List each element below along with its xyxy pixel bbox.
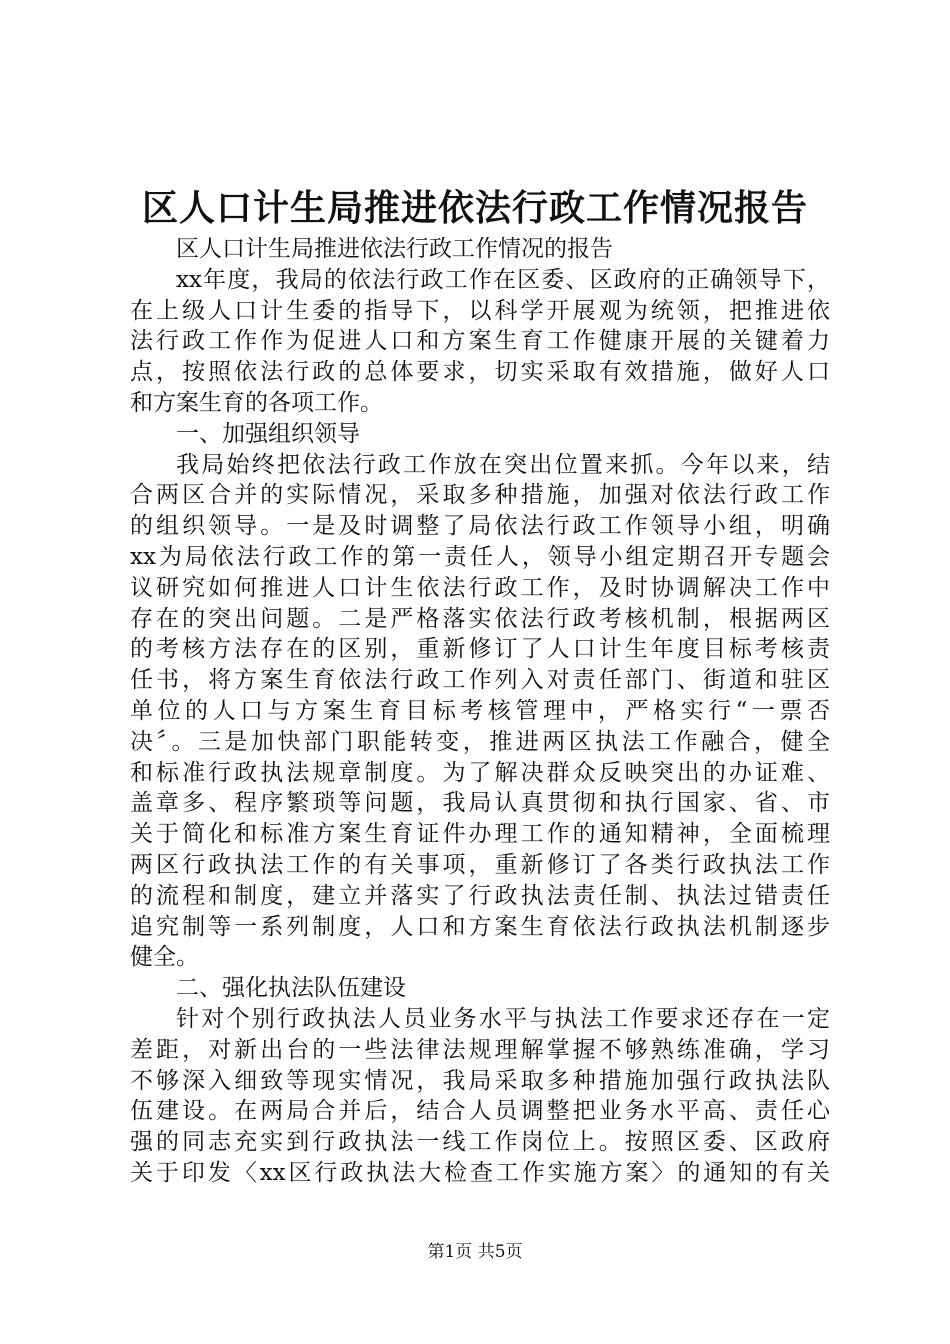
body-line: 和方案生育的各项工作。 [130, 389, 383, 416]
body-line: 关于简化和标准方案生育证件办理工作的通知精神，全面梳理 [130, 821, 830, 848]
section-heading: 二、强化执法队伍建设 [176, 975, 406, 1002]
document-body [130, 234, 830, 1189]
body-line: 追究制等一系列制度，人口和方案生育依法行政执法机制逐步 [130, 913, 830, 940]
body-line: 盖章多、程序繁琐等问题，我局认真贯彻和执行国家、省、市 [130, 790, 830, 817]
body-line: 决〞。三是加快部门职能转变，推进两区执法工作融合，健全 [130, 728, 830, 755]
body-line: 的考核方法存在的区别，重新修订了人口计生年度目标考核责 [130, 636, 830, 663]
body-line: 和标准行政执法规章制度。为了解决群众反映突出的办证难、 [130, 759, 830, 786]
body-line: xx为局依法行政工作的第一责任人，领导小组定期召开专题会 [130, 543, 830, 570]
body-line: 点，按照依法行政的总体要求，切实采取有效措施，做好人口 [130, 359, 830, 386]
body-line: 关于印发〈xx区行政执法大检查工作实施方案〉的通知的有关 [130, 1159, 830, 1186]
body-line: 任书，将方案生育依法行政工作列入对责任部门、街道和驻区 [130, 667, 830, 694]
section-heading: 一、加强组织领导 [176, 420, 360, 447]
body-line: 两区行政执法工作的有关事项，重新修订了各类行政执法工作 [130, 851, 830, 878]
body-line: 的组织领导。一是及时调整了局依法行政工作领导小组，明确 [130, 513, 830, 540]
body-line: 差距，对新出台的一些法律法规理解掌握不够熟练准确，学习 [130, 1036, 830, 1063]
body-line: 在上级人口计生委的指导下，以科学开展观为统领，把推进依 [130, 297, 830, 324]
body-line: 健全。 [130, 944, 199, 971]
body-line: 议研究如何推进人口计生依法行政工作，及时协调解决工作中 [130, 574, 830, 601]
body-line: 合两区合并的实际情况，采取多种措施，加强对依法行政工作 [130, 482, 830, 509]
body-line: 法行政工作作为促进人口和方案生育工作健康开展的关键着力 [130, 328, 830, 355]
body-line: 我局始终把依法行政工作放在突出位置来抓。今年以来，结 [176, 451, 830, 478]
page-indicator: 第1页 共5页 [427, 1242, 523, 1262]
body-line: 伍建设。在两局合并后，结合人员调整把业务水平高、责任心 [130, 1098, 830, 1125]
body-line: xx年度，我局的依法行政工作在区委、区政府的正确领导下， [176, 266, 830, 293]
body-line: 单位的人口与方案生育目标考核管理中，严格实行“一票否 [130, 697, 830, 724]
document-title: 区人口计生局推进依法行政工作情况报告 [141, 187, 808, 229]
body-line: 针对个别行政执法人员业务水平与执法工作要求还存在一定 [176, 1005, 830, 1032]
body-line: 不够深入细致等现实情况，我局采取多种措施加强行政执法队 [130, 1067, 830, 1094]
body-line: 区人口计生局推进依法行政工作情况的报告 [176, 236, 613, 262]
body-line: 的流程和制度，建立并落实了行政执法责任制、执法过错责任 [130, 882, 830, 909]
body-line: 存在的突出问题。二是严格落实依法行政考核机制，根据两区 [130, 605, 830, 632]
body-line: 强的同志充实到行政执法一线工作岗位上。按照区委、区政府 [130, 1129, 830, 1156]
